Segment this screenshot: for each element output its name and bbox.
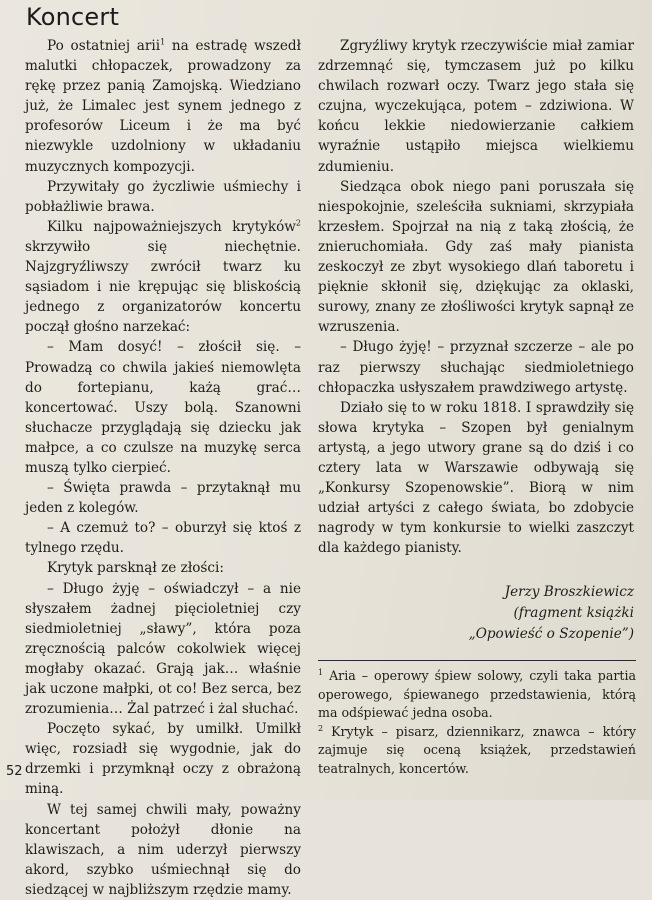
paragraph: Po ostatniej arii$^1$ na estradę wszedł malutki chłopaczek, prowadzony za rękę przez panią Zamojską. Wiedziano już, że Limalec jest synem jednego z profesorów Liceum i że ma być niezwykle uzdolniony w układaniu muzycznych kompozycji. (25, 37, 301, 175)
paragraph: W tej samej chwili mały, poważny koncertant położył dłonie na klawiszach, a nim uderzył pierwszy akord, szybko uśmiechnął się do siedzącej w najbliższym rzędzie mamy. (25, 801, 301, 898)
footnote-ref: 1 (160, 37, 166, 47)
footnotes (318, 667, 636, 779)
paragraph: Przywitały go życzliwie uśmiechy i pobłażliwie brawa. (25, 178, 301, 215)
page-number: 52 (6, 764, 23, 779)
paragraph: Kilku najpoważniejszych krytyków$^2$ skrzywiło się niechętnie. Najzgryźliwszy zwrócił twarz ku sąsiadom i nie krępując się bliskością jednego z organizatorów koncertu począł głośno narzekać: (25, 218, 301, 336)
footnote-ref: 2 (295, 218, 301, 228)
left-column (25, 36, 301, 900)
right-column (318, 36, 634, 558)
source-line: (fragment książki (513, 605, 634, 621)
footnote: $^2$ Krytyk – pisarz, dziennikarz, znawca – który zajmuje się oceną książek, przedstawień teatralnych, koncertów. (318, 723, 636, 776)
paragraph: – Długo żyję – oświadczył – a nie słyszałem żadnej pięcioletniej czy siedmioletniej „sławy”, która poza zręcznością palców cokolwiek więcej mogłaby okazać. Grają jak… właśnie jak uczone małpki, ot co! Bez serca, bez zrozumienia… Żal patrzeć i żal słuchać. (25, 580, 301, 718)
paragraph: – Długo żyję! – przyznał szczerze – ale po raz pierwszy słuchając siedmioletniego chłopaczka usłyszałem prawdziwego artystę. (318, 339, 634, 396)
paragraph: – Mam dosyć! – złościł się. – Prowadzą co chwila jakieś niemowlęta do fortepianu, każą grać… koncertować. Uszy bolą. Szanowni słuchacze przyglądają się dziecku jak małpce, a co czulsze na muzykę serca muszą tylko cierpieć. (25, 339, 301, 476)
page-title: Koncert (26, 3, 120, 31)
paragraph: – Święta prawda – przytaknął mu jeden z kolegów. (25, 480, 301, 517)
footnote-divider (318, 660, 636, 661)
paragraph: Krytyk parsknął ze złości: (47, 560, 224, 577)
paragraph: Działo się to w roku 1818. I sprawdziły się słowa krytyka – Szopen był genialnym artystą, a jego utwory grane są do dziś i co cztery lata w Warszawie odbywają się „Konkursy Szopenowskie”. Biorą w nim udział artyści z całego świata, bo zdobycie nagrody w tym konkursie to wielki zaszczyt dla każdego pianisty. (318, 399, 634, 557)
paragraph: Zgryźliwy krytyk rzeczywiście miał zamiar zdrzemnąć się, tymczasem już po kilku chwilach rozwarł oczy. Twarz jego stała się czujna, wyczekująca, potem – zdziwiona. W końcu lekkie niedowierzanie całkiem wyraźnie ustąpiło miejsca wielkiemu zdumieniu. (318, 38, 634, 175)
author-signature (354, 582, 634, 645)
paragraph: – A czemuż to? – oburzył się ktoś z tylnego rzędu. (25, 520, 301, 557)
author-name: Jerzy Broszkiewicz (504, 584, 634, 600)
paragraph: Siedząca obok niego pani poruszała się niespokojnie, szeleściła sukniami, skrzypiała krzesłem. Spojrzał na nią z taką złością, że znieruchomiała. Gdy zaś mały pianista zeskoczył ze zbyt wysokiego dlań taboretu i pięknie skłonił się, dziękując za oklaski, surowy, znany ze złośliwości krytyk sapnął ze wzruszenia. (318, 178, 634, 336)
paragraph: Poczęto sykać, by umilkł. Umilkł więc, rozsiadł się wygodnie, jak do drzemki i przymknął oczy z obrażoną miną. (25, 721, 301, 798)
source-title: „Opowieść o Szopenie”) (468, 626, 634, 642)
footnote: $^1$ Aria – operowy śpiew solowy, czyli taka partia operowego, śpiewanego przedstawienia, którą ma odśpiewać jedna osoba. (318, 667, 636, 721)
